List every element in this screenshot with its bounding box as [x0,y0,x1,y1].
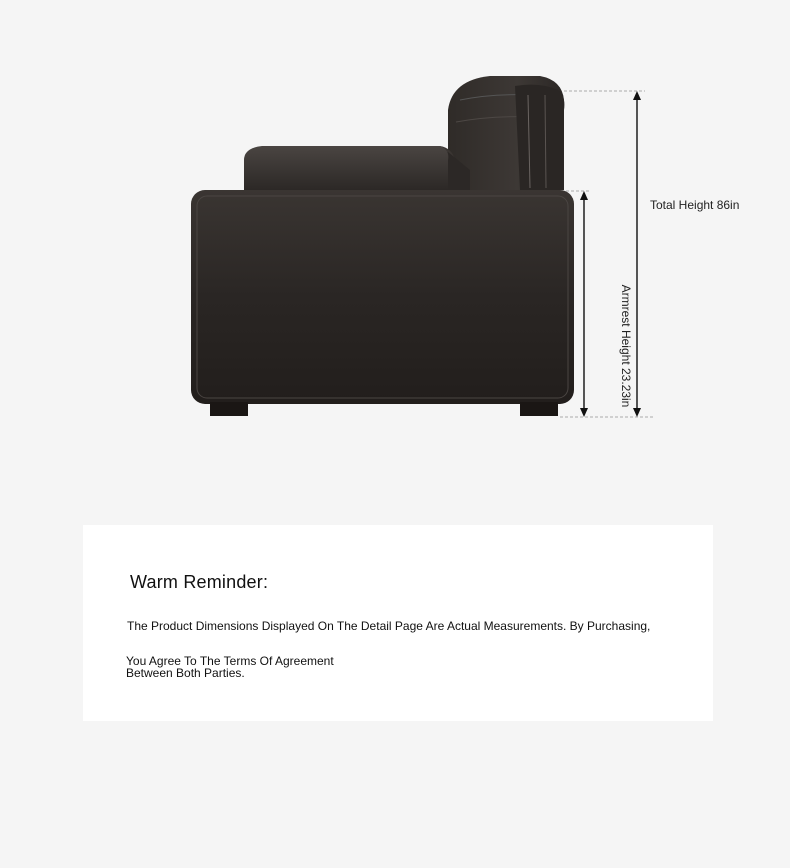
reminder-text-line1: The Product Dimensions Displayed On The Detail Page Are Actual Measurements. By Purchasing, [127,619,651,633]
sofa-foot-right [520,402,558,416]
sofa-side-panel [191,190,574,404]
reminder-text-line2: You Agree To The Terms Of Agreement Between Both Parties. [126,654,334,680]
sofa-armrest-top [244,146,448,190]
total-height-label: Total Height 86in [650,198,740,212]
armrest-height-label: Armrest Height 23.23in [619,284,633,408]
warm-reminder-card [83,525,713,721]
sofa-foot-left [210,402,248,416]
reminder-title: Warm Reminder: [130,572,269,592]
sofa-headrest [515,85,564,190]
